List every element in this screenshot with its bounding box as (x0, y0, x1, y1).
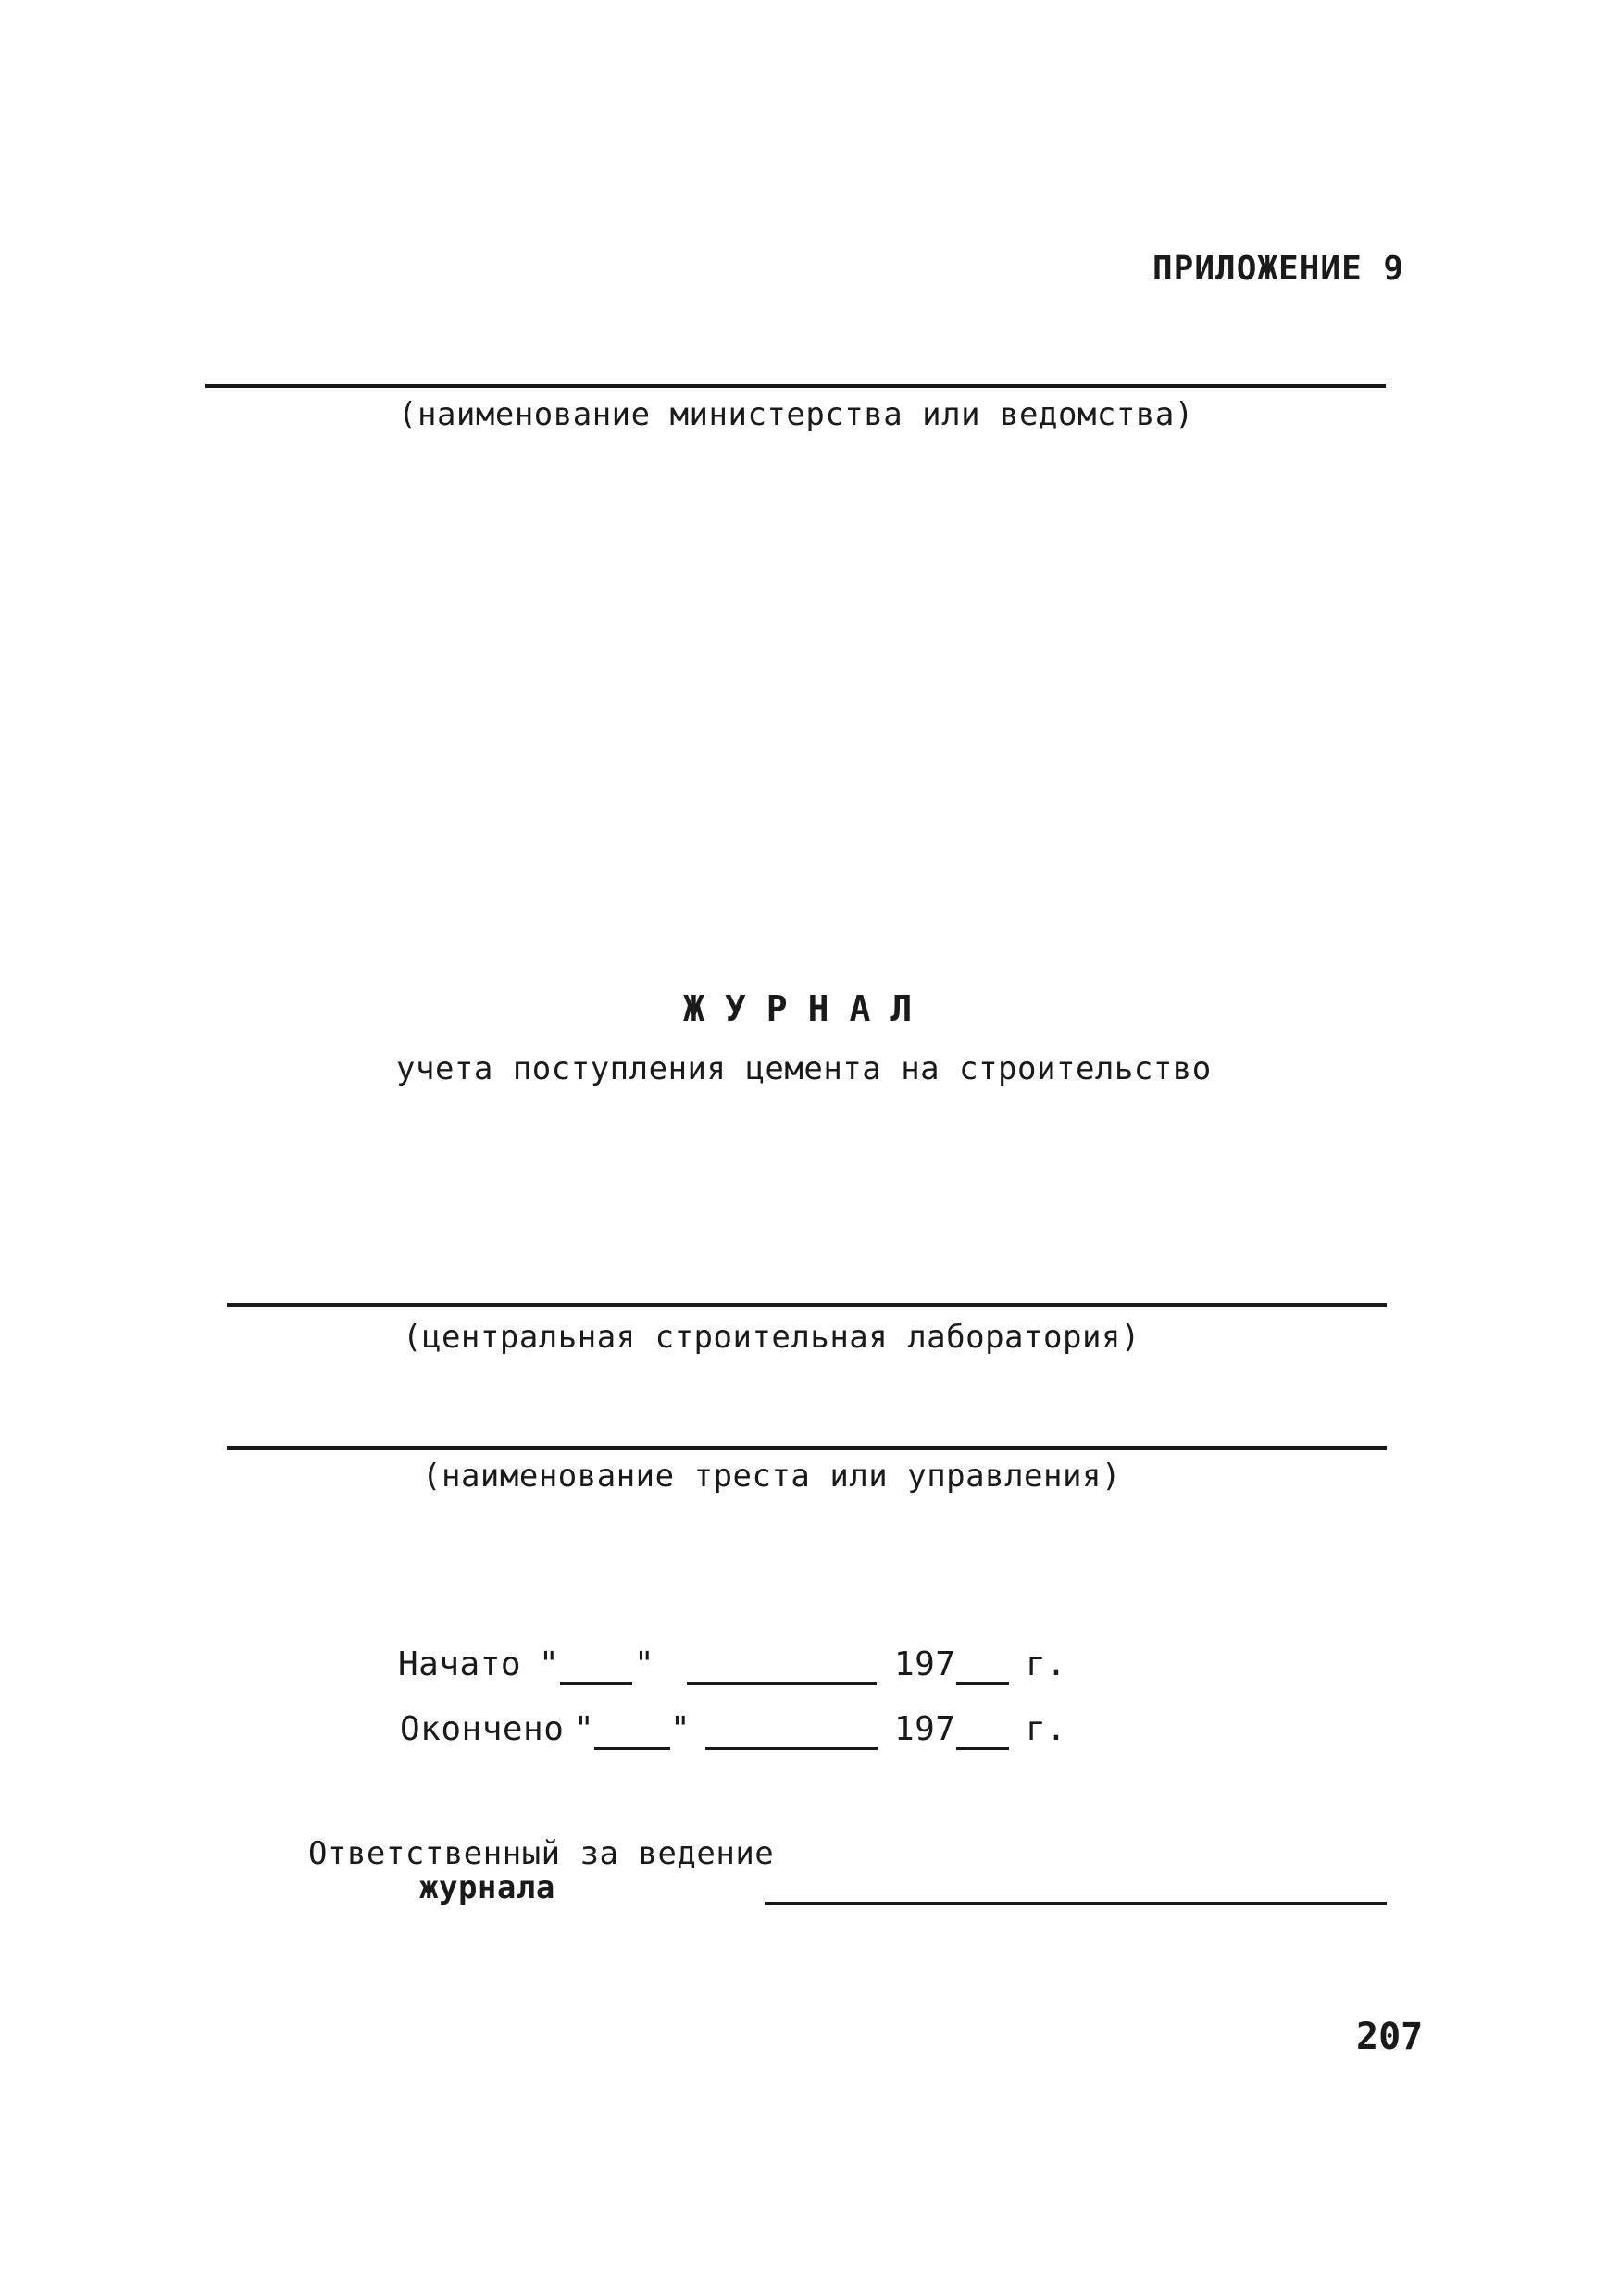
journal-subtitle: учета поступления цемента на строительство (396, 1050, 1212, 1087)
started-quote-close: " (634, 1645, 655, 1683)
ended-day-blank (594, 1747, 670, 1750)
started-month-blank (687, 1682, 877, 1685)
lab-rule (227, 1303, 1387, 1307)
started-quote-open: " (539, 1645, 560, 1683)
ministry-caption: (наименование министерства или ведомства) (398, 396, 1194, 433)
responsible-signature-rule (765, 1902, 1387, 1905)
journal-title: ЖУРНАЛ (683, 988, 933, 1029)
started-year-blank (956, 1682, 1009, 1685)
started-day-blank (560, 1682, 632, 1685)
appendix-heading: ПРИЛОЖЕНИЕ 9 (1152, 250, 1405, 288)
responsible-label-line1: Ответственный за ведение (308, 1835, 775, 1872)
responsible-label-line2: журнала (419, 1869, 555, 1906)
lab-caption: (центральная строительная лаборатория) (403, 1319, 1140, 1356)
ended-label: Окончено (400, 1710, 565, 1748)
started-year-suffix: г. (1026, 1645, 1067, 1683)
ended-year-blank (956, 1747, 1009, 1750)
ended-quote-close: " (670, 1710, 691, 1748)
ministry-rule (205, 384, 1386, 388)
page-number: 207 (1356, 2016, 1424, 2058)
ended-month-blank (705, 1747, 878, 1750)
trust-rule (227, 1446, 1387, 1450)
ended-year-suffix: г. (1026, 1710, 1067, 1748)
started-year-prefix: 197 (894, 1645, 956, 1683)
started-label: Начато (398, 1645, 522, 1683)
trust-caption: (наименование треста или управления) (422, 1458, 1121, 1495)
ended-year-prefix: 197 (894, 1710, 956, 1748)
ended-quote-open: " (574, 1710, 595, 1748)
